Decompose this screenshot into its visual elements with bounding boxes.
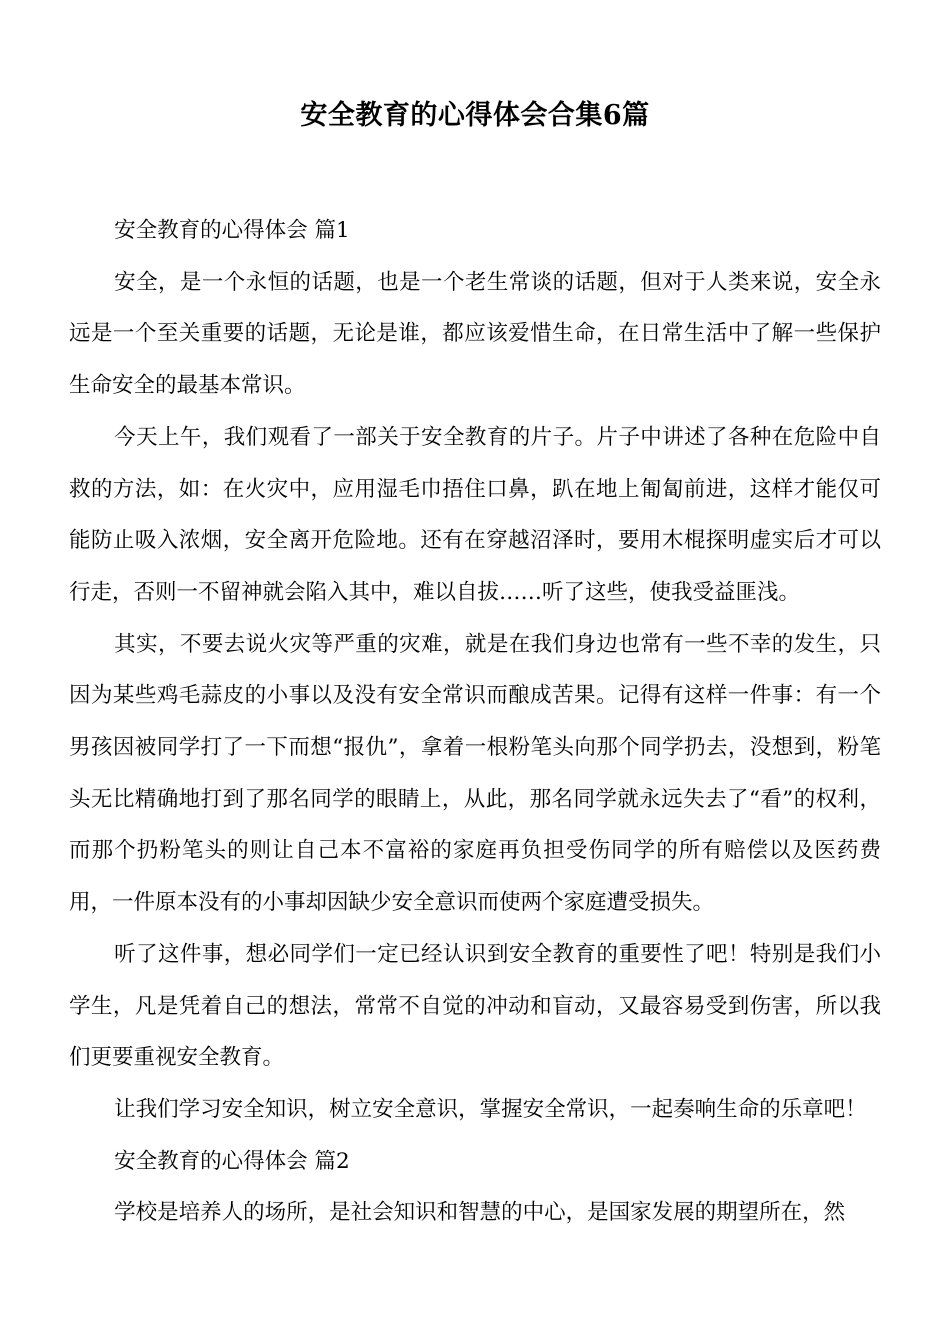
paragraph: 其实，不要去说火灾等严重的灾难，就是在我们身边也常有一些不幸的发生，只因为某些鸡毛蒜皮的小事以及没有安全常识而酿成苦果。记得有这样一件事：有一个男孩因被同学打了一下而想“报仇”，拿着一根粉笔头向那个同学扔去，没想到，粉笔头无比精确地打到了那名同学的眼睛上，从此，那名同学就永远失去了“看”的权利，而那个扔粉笔头的则让自己本不富裕的家庭再负担受伤同学的所有赔偿以及医药费用，一件原本没有的小事却因缺少安全意识而使两个家庭遭受损失。 — [69, 631, 881, 916]
paragraph: 安全，是一个永恒的话题，也是一个老生常谈的话题，但对于人类来说，安全永远是一个至关重要的话题，无论是谁，都应该爱惜生命，在日常生活中了解一些保护生命安全的最基本常识。 — [69, 269, 881, 399]
section-heading-2: 安全教育的心得体会 篇2 — [114, 1148, 350, 1174]
document-body — [69, 205, 881, 1239]
paragraph: 学校是培养人的场所，是社会知识和智慧的中心，是国家发展的期望所在，然 — [114, 1200, 846, 1226]
paragraph: 今天上午，我们观看了一部关于安全教育的片子。片子中讲述了各种在危险中自救的方法，如：在火灾中，应用湿毛巾捂住口鼻，趴在地上匍匐前进，这样才能仅可能防止吸入浓烟，安全离开危险地。还有在穿越沼泽时，要用木棍探明虚实后才可以行走，否则一不留神就会陷入其中，难以自拔……听了这些，使我受益匪浅。 — [69, 424, 881, 605]
paragraph: 让我们学习安全知识，树立安全意识，掌握安全常识，一起奏响生命的乐章吧！ — [114, 1096, 867, 1122]
paragraph: 听了这件事，想必同学们一定已经认识到安全教育的重要性了吧！特别是我们小学生，凡是凭着自己的想法，常常不自觉的冲动和盲动，又最容易受到伤害，所以我们更要重视安全教育。 — [69, 941, 881, 1071]
document-title: 安全教育的心得体会合集6篇 — [300, 100, 650, 131]
section-heading-1: 安全教育的心得体会 篇1 — [114, 218, 350, 243]
